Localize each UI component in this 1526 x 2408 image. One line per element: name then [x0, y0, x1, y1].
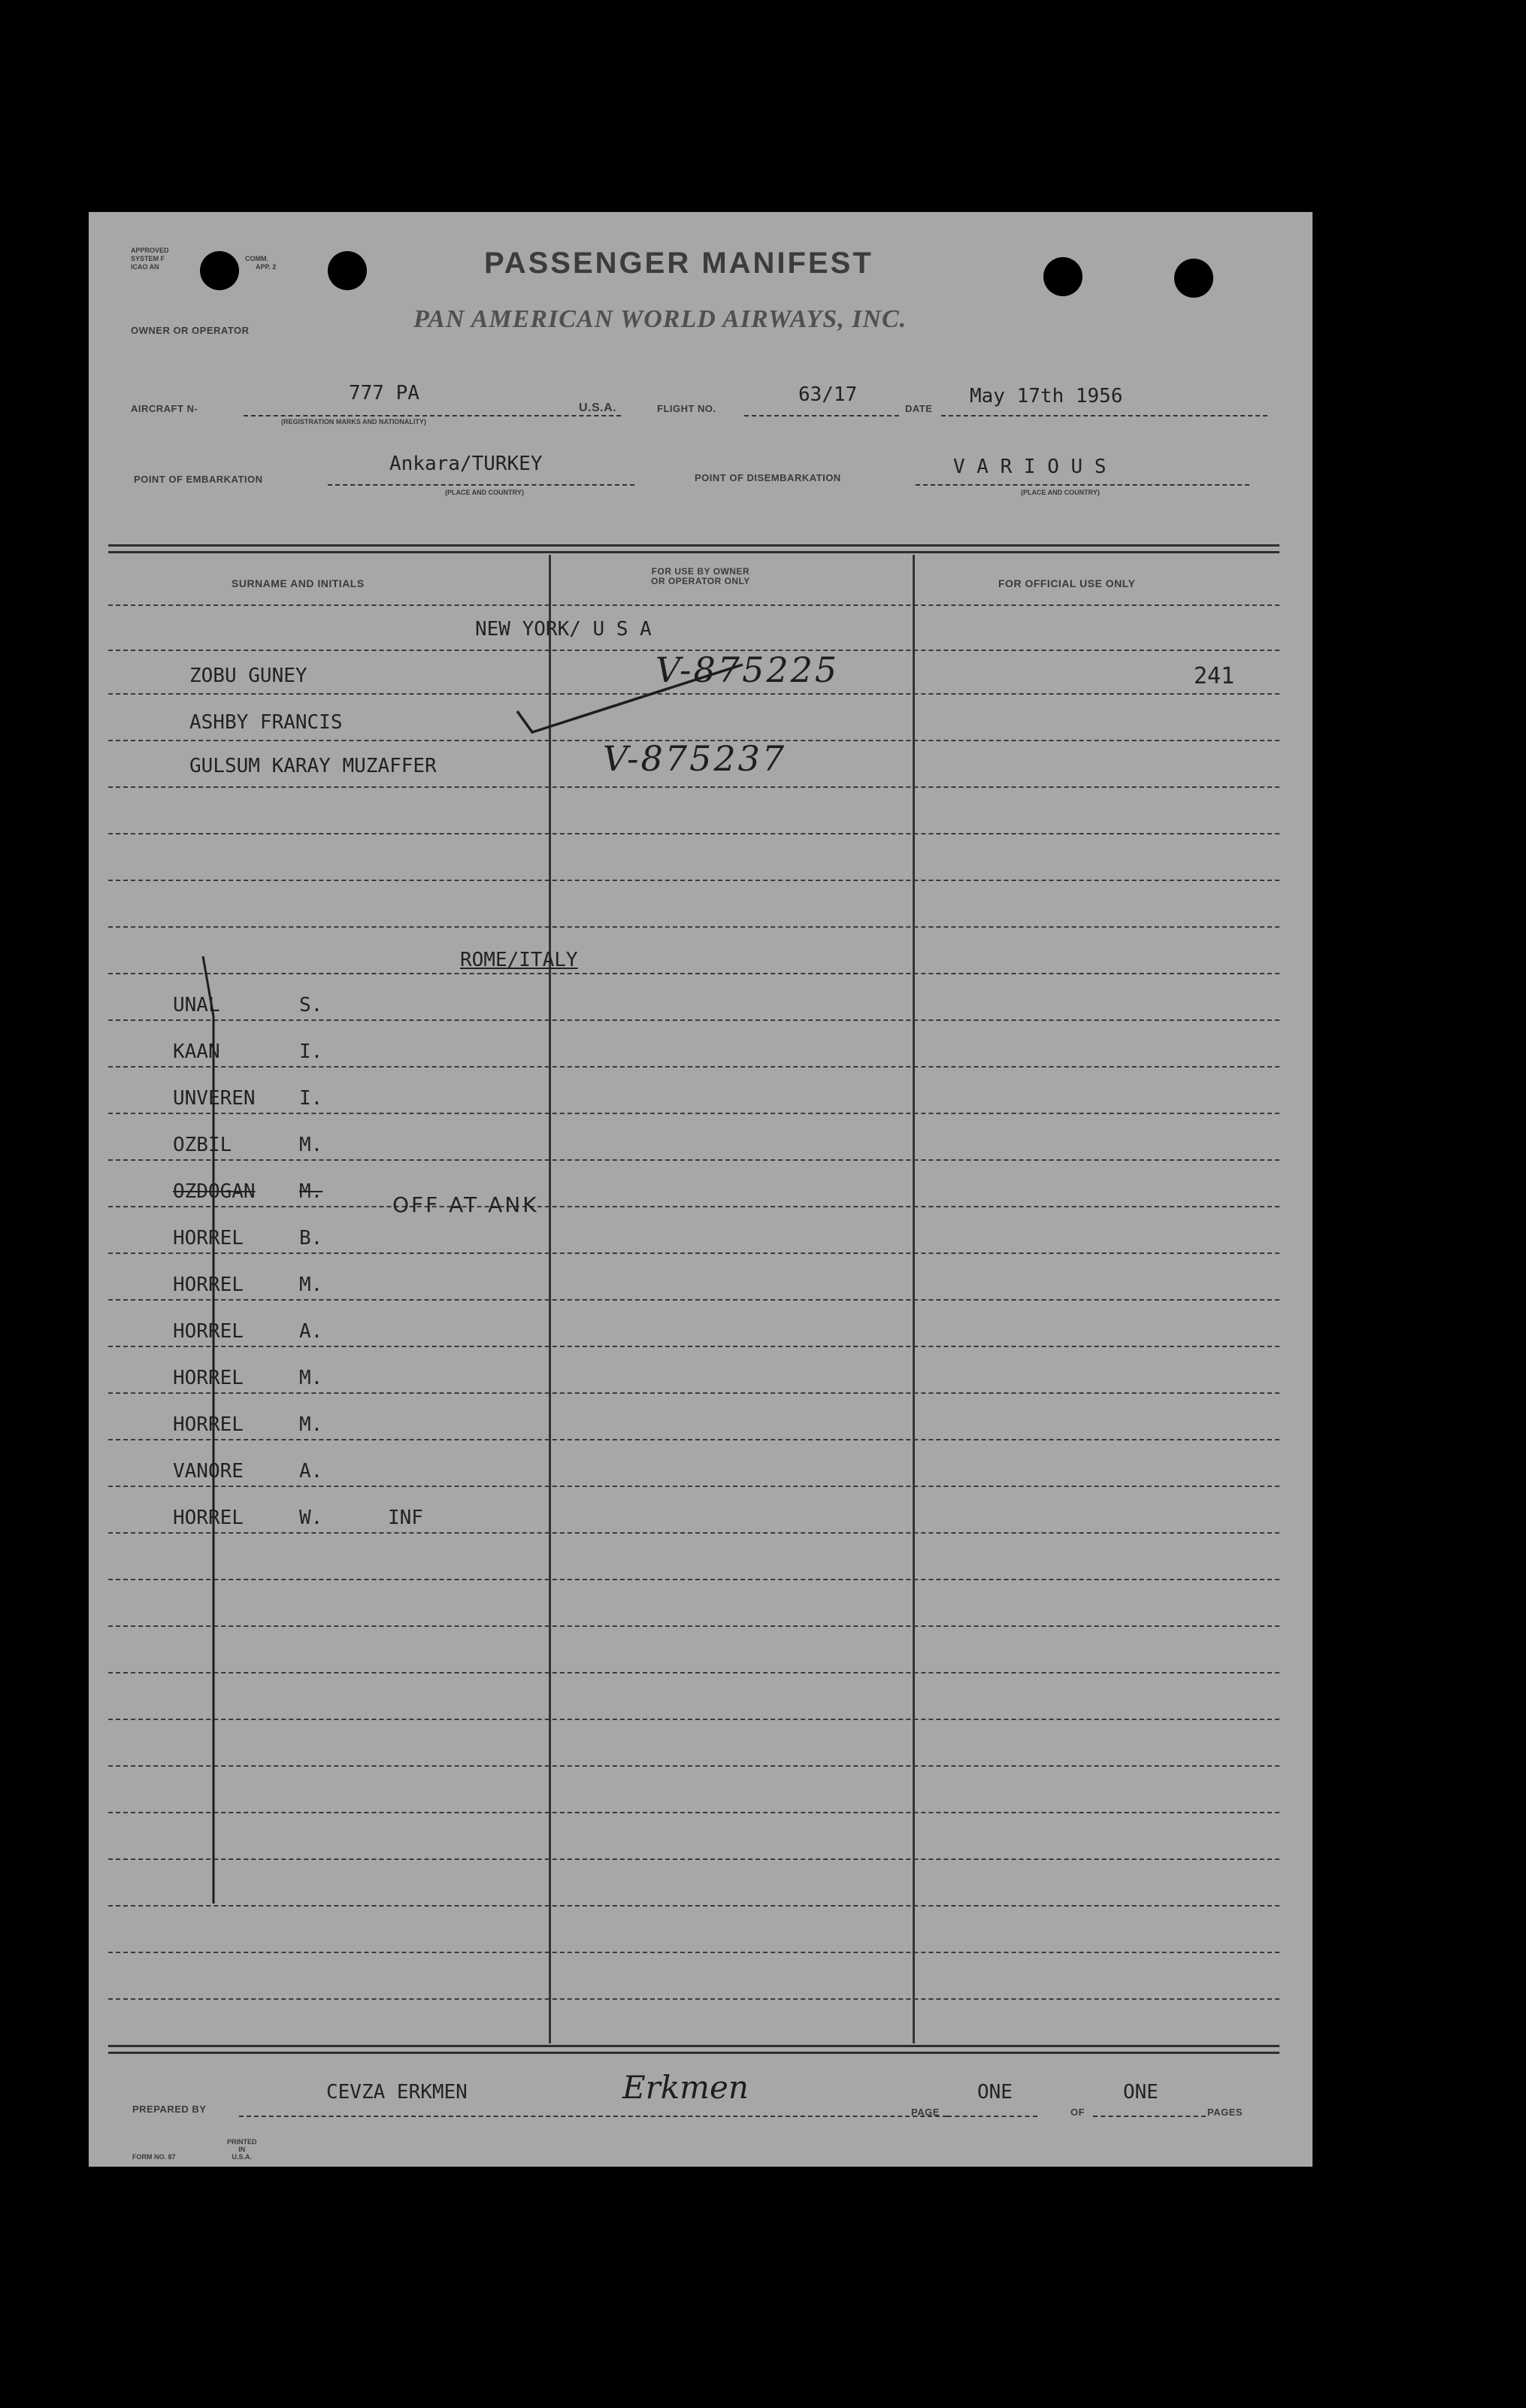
visa-number-handwritten: V-875225: [656, 650, 840, 690]
row-rule: [108, 1579, 1279, 1580]
column-header-official-use: FOR OFFICIAL USE ONLY: [998, 577, 1136, 589]
passenger-note: INF: [388, 1507, 423, 1529]
row-rule: [108, 1392, 1279, 1394]
row-rule: [108, 1252, 1279, 1254]
embark-underline: [328, 484, 634, 486]
row-rule: [108, 833, 1279, 834]
passenger-name: HORREL: [173, 1227, 244, 1249]
approval-stamp: APPROVED SYSTEM F ICAO AN: [131, 247, 169, 271]
passenger-name: VANORE: [173, 1460, 244, 1483]
disembark-sub: (PLACE AND COUNTRY): [1021, 489, 1100, 496]
row-rule: [108, 604, 1279, 606]
flight-value: 63/17: [798, 383, 858, 406]
approval-stamp-suffix: COMM. APP. 2: [245, 255, 277, 271]
punch-hole-4: [1174, 259, 1213, 298]
passenger-name: KAAN: [173, 1040, 220, 1063]
passenger-name: UNVEREN: [173, 1087, 256, 1110]
row-rule: [108, 1299, 1279, 1301]
row-rule: [108, 1719, 1279, 1720]
prepared-label: PREPARED BY: [132, 2104, 207, 2115]
passenger-initial: A.: [299, 1460, 323, 1483]
section-destination-rome: ROME/ITALY: [460, 949, 578, 971]
visa-number-handwritten: V-875237: [603, 738, 787, 779]
manifest-sheet: [89, 212, 1313, 2167]
row-rule: [108, 880, 1279, 881]
row-rule: [108, 1858, 1279, 1860]
row-rule: [108, 1812, 1279, 1813]
passenger-initial: I.: [299, 1087, 323, 1110]
passenger-initial: M.: [299, 1134, 323, 1156]
passenger-name: HORREL: [173, 1413, 244, 1436]
date-label: DATE: [905, 403, 933, 414]
row-rule: [108, 1765, 1279, 1767]
passenger-initial: B.: [299, 1227, 323, 1249]
pages-label: PAGES: [1207, 2107, 1243, 2118]
passenger-name: ASHBY FRANCIS: [189, 711, 343, 734]
row-rule: [108, 1672, 1279, 1673]
official-number: 241: [1194, 663, 1235, 689]
aircraft-label: AIRCRAFT N-: [131, 403, 198, 414]
passenger-name: HORREL: [173, 1367, 244, 1389]
page-value: ONE: [977, 2081, 1013, 2104]
passenger-name: HORREL: [173, 1274, 244, 1296]
usa-label: U.S.A.: [579, 401, 617, 414]
row-rule: [108, 1439, 1279, 1440]
of-value: ONE: [1123, 2081, 1158, 2104]
passenger-initial: M.: [299, 1180, 323, 1203]
punch-hole-3: [1043, 257, 1082, 296]
row-rule: [108, 1066, 1279, 1068]
handwritten-note: OFF AT ANK: [392, 1192, 539, 1217]
page-title: PASSENGER MANIFEST: [484, 247, 874, 280]
passenger-initial: I.: [299, 1040, 323, 1063]
passenger-initial: M.: [299, 1274, 323, 1296]
printed-stamp: PRINTED IN U.S.A.: [227, 2138, 257, 2161]
of-label: OF: [1070, 2107, 1085, 2118]
punch-hole-2: [328, 251, 367, 290]
row-rule: [108, 1206, 1279, 1207]
bracket-line: [201, 956, 216, 1904]
date-underline: [941, 415, 1267, 416]
row-rule: [108, 926, 1279, 928]
date-value: May 17th 1956: [970, 385, 1123, 407]
passenger-initial: A.: [299, 1320, 323, 1343]
signature: Erkmen: [622, 2069, 749, 2106]
column-header-surname: SURNAME AND INITIALS: [232, 577, 365, 589]
row-rule: [108, 973, 1279, 974]
disembark-underline: [916, 484, 1249, 486]
row-rule: [108, 1486, 1279, 1487]
carrier-name: PAN AMERICAN WORLD AIRWAYS, INC.: [413, 305, 907, 333]
table-bottom-rule: [108, 2045, 1279, 2054]
passenger-initial: M.: [299, 1413, 323, 1436]
embark-label: POINT OF EMBARKATION: [134, 474, 263, 485]
page-label: PAGE: [911, 2107, 940, 2118]
row-rule: [108, 1998, 1279, 2000]
prepared-underline: [239, 2116, 947, 2117]
passenger-name: OZDOGAN: [173, 1180, 256, 1203]
punch-hole-1: [200, 251, 239, 290]
disembark-label: POINT OF DISEMBARKATION: [695, 472, 841, 483]
row-rule: [108, 1159, 1279, 1161]
of-underline: [1093, 2116, 1206, 2117]
aircraft-underline: [244, 415, 621, 416]
passenger-name: ZOBU GUNEY: [189, 665, 307, 687]
table-top-rule: [108, 544, 1279, 553]
flight-label: FLIGHT NO.: [657, 403, 716, 414]
prepared-value: CEVZA ERKMEN: [326, 2081, 468, 2104]
passenger-name: HORREL: [173, 1507, 244, 1529]
passenger-name: OZBIL: [173, 1134, 232, 1156]
row-rule: [108, 1532, 1279, 1534]
flight-underline: [744, 415, 899, 416]
passenger-name: HORREL: [173, 1320, 244, 1343]
passenger-initial: W.: [299, 1507, 323, 1529]
column-header-owner-use: FOR USE BY OWNER OR OPERATOR ONLY: [651, 566, 750, 586]
row-rule: [108, 1346, 1279, 1347]
row-rule: [108, 786, 1279, 788]
section-destination-newyork: NEW YORK/ U S A: [475, 618, 652, 641]
page-underline: [947, 2116, 1037, 2117]
row-rule: [108, 1625, 1279, 1627]
aircraft-value: 777 PA: [349, 382, 419, 404]
passenger-name: GULSUM KARAY MUZAFFER: [189, 755, 437, 777]
passenger-name: UNAL: [173, 994, 220, 1016]
embark-sub: (PLACE AND COUNTRY): [445, 489, 524, 496]
owner-label: OWNER OR OPERATOR: [131, 325, 250, 336]
embark-value: Ankara/TURKEY: [389, 453, 543, 475]
row-rule: [108, 1113, 1279, 1114]
row-rule: [108, 1019, 1279, 1021]
form-number: FORM NO. 87: [132, 2153, 176, 2161]
row-rule: [108, 1905, 1279, 1907]
passenger-initial: M.: [299, 1367, 323, 1389]
aircraft-sub: (REGISTRATION MARKS AND NATIONALITY): [281, 418, 426, 426]
row-rule: [108, 1952, 1279, 1953]
checkmark-icon: [510, 659, 750, 741]
passenger-initial: S.: [299, 994, 323, 1016]
disembark-value: V A R I O U S: [953, 456, 1107, 478]
